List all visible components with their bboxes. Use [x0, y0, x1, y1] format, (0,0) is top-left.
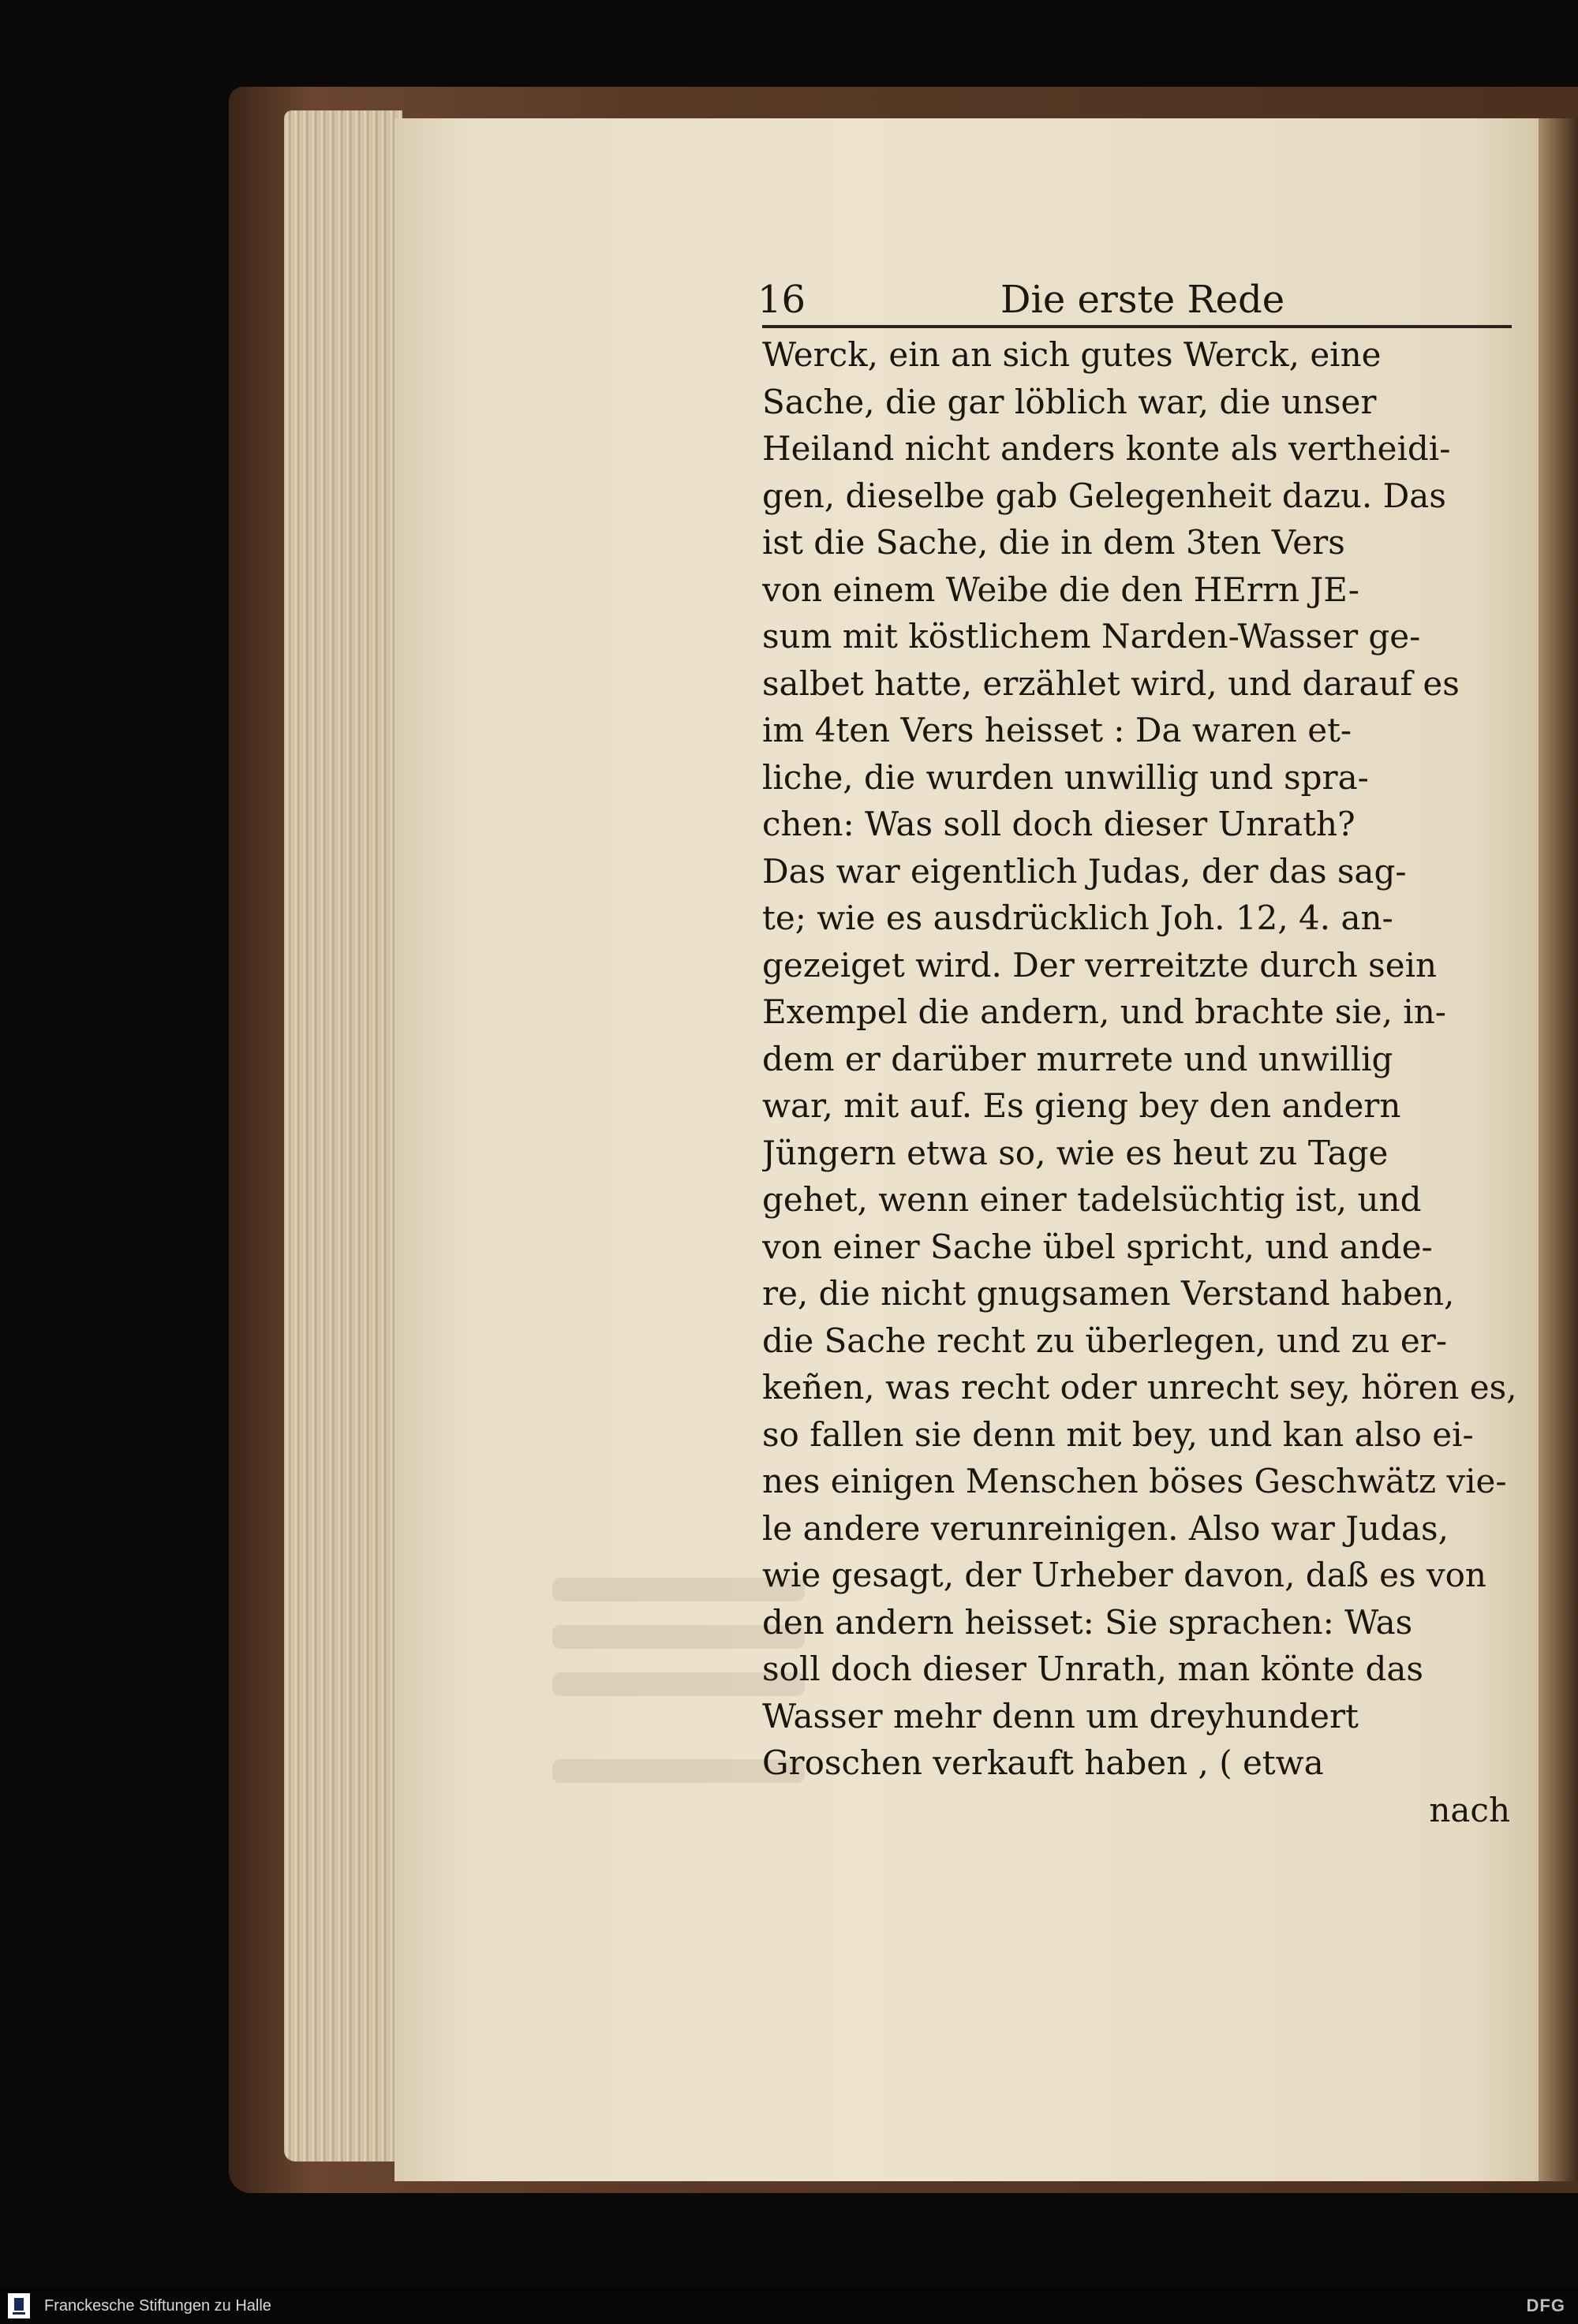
- text-line: re, die nicht gnugsamen Verstand haben,: [762, 1274, 1455, 1313]
- text-line: Sache, die gar löblich war, die unser: [762, 382, 1377, 421]
- text-line: Jüngern etwa so, wie es heut zu Tage: [762, 1133, 1389, 1172]
- dfg-logo: DFG: [1526, 2296, 1565, 2315]
- text-line: Exempel die andern, und brachte sie, in-: [762, 992, 1446, 1031]
- body-text: [762, 331, 1520, 2004]
- text-line: Wasser mehr denn um dreyhundert: [762, 1696, 1359, 1736]
- text-line: wie gesagt, der Urheber davon, daß es von: [762, 1556, 1486, 1594]
- gutter-shadow: [1539, 118, 1578, 2181]
- text-line: sum mit köstlichem Narden-Wasser ge-: [762, 617, 1421, 656]
- text-line: dem er darüber murrete und unwillig: [762, 1039, 1393, 1078]
- running-title: Die erste Rede: [1000, 278, 1285, 322]
- text-line: gen, dieselbe gab Gelegenheit dazu. Das: [762, 476, 1446, 515]
- viewer-footer: [0, 2288, 1578, 2324]
- text-line: war, mit auf. Es gieng bey den andern: [762, 1086, 1401, 1125]
- text-line: Das war eigentlich Judas, der das sag-: [762, 851, 1407, 891]
- text-line: le andere verunreinigen. Also war Judas,: [762, 1508, 1449, 1548]
- page-edges: [284, 110, 402, 2161]
- text-line: im 4ten Vers heisset : Da waren et-: [762, 711, 1352, 749]
- text-line: liche, die wurden unwillig und spra-: [762, 757, 1369, 797]
- text-line: soll doch dieser Unrath, man könte das: [762, 1650, 1423, 1688]
- text-line: gehet, wenn einer tadelsüchtig ist, und: [762, 1180, 1422, 1219]
- text-line: te; wie es ausdrücklich Joh. 12, 4. an-: [762, 899, 1393, 937]
- text-line: die Sache recht zu überlegen, und zu er-: [762, 1321, 1448, 1360]
- text-line: von einer Sache übel spricht, und ande-: [762, 1227, 1433, 1266]
- institution-name: Franckesche Stiftungen zu Halle: [44, 2297, 271, 2315]
- text-line: von einem Weibe die den HErrn JE-: [762, 570, 1359, 609]
- text-line: den andern heisset: Sie sprachen: Was: [762, 1602, 1413, 1642]
- catchword: nach: [1429, 1790, 1510, 1829]
- text-line: nes einigen Menschen böses Geschwätz vie-: [762, 1462, 1507, 1500]
- text-line: Groschen verkauft haben , ( etwa: [762, 1743, 1324, 1782]
- text-line: Werck, ein an sich gutes Werck, eine: [762, 335, 1382, 374]
- page-number: 16: [757, 278, 806, 322]
- institution-logo-icon: [8, 2293, 30, 2318]
- text-line: gezeiget wird. Der verreitzte durch sein: [762, 945, 1438, 985]
- text-line: ist die Sache, die in dem 3ten Vers: [762, 523, 1345, 562]
- header-rule: [762, 325, 1512, 328]
- text-line: keñen, was recht oder unrecht sey, hören es,: [762, 1368, 1517, 1407]
- text-line: Heiland nicht anders konte als vertheidi-: [762, 429, 1451, 468]
- text-line: salbet hatte, erzählet wird, und darauf es: [762, 663, 1460, 703]
- text-line: chen: Was soll doch dieser Unrath?: [762, 805, 1356, 843]
- page-header: [757, 272, 1507, 327]
- text-line: so fallen sie denn mit bey, und kan also ei-: [762, 1414, 1474, 1454]
